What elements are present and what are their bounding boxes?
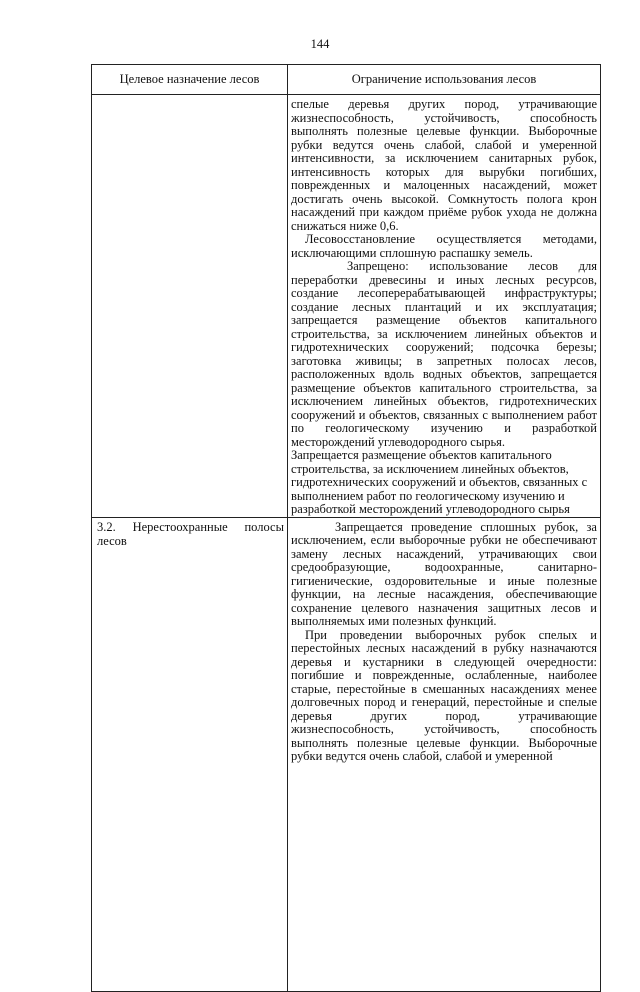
restriction-cell: [288, 95, 601, 518]
paragraph: Запрещается проведение сплошных рубок, за исключением, если выборочные рубки не обеспечивают замену лесных насаждений, утрачивающих свои средообразующие, водоохранные, санитарно-гигиенические, оздоровительные и иные полезные функции, на лесные насаждения, обеспечивающие сохранение целевого назначения защитных лесов и выполняемых ими полезных функций.: [291, 519, 597, 628]
paragraph: спелые деревья других пород, утрачивающие жизнеспособность, устойчивость, способность выполнять полезные целевые функции. Выборочные рубки ведутся очень слабой, слабой и умеренной интенсивности, за исключением санитарных рубок, интенсивность которых для вырубки погибших, поврежденных и малоценных насаждений, может достигать очень высокой. Сомкнутость полога крон насаждений при каждом приёме рубок ухода не должна снижаться ниже 0,6.: [291, 97, 597, 233]
purpose-cell: [92, 517, 288, 991]
table-row: [92, 517, 601, 991]
paragraph: При проведении выборочных рубок спелых и перестойных лесных насаждений в рубку назначаются деревья и кустарники в следующей очередности: погибшие и поврежденные, ослабленные, наиболее старые, перестойные в смешанных насаждениях менее долговечных пород и генераций, перестойные и спелые деревья других пород, утрачивающие жизнеспособность, устойчивость, способность выполнять полезные целевые функции. Выборочные рубки ведутся очень слабой, слабой и умеренной: [291, 627, 597, 763]
purpose-text: 3.2. Нерестоохранные полосы лесов: [97, 519, 284, 548]
table-row: [92, 95, 601, 518]
header-purpose: Целевое назначение лесов: [92, 65, 288, 95]
header-restriction: Ограничение использования лесов: [288, 65, 601, 95]
paragraph: Запрещено: использование лесов для переработки древесины и иных лесных ресурсов, создание лесоперерабатывающей инфраструктуры; создание лесных плантаций и их эксплуатация; запрещается размещение объектов капитального строительства, за исключением линейных объектов и гидротехнических сооружений; подсочка березы; заготовка живицы; в запретных полосах лесов, расположенных вдоль водных объектов, запрещается размещение объектов капитального строительства, за исключением линейных объектов, гидротехнических сооружений и объектов, связанных с выполнением работ по геологическому изучению и разработкой месторождений углеводородного сырья.: [291, 259, 597, 449]
paragraph: Лесовосстановление осуществляется методами, исключающими сплошную распашку земель.: [291, 232, 597, 260]
purpose-cell-empty: [92, 95, 288, 518]
forest-use-table: [91, 64, 601, 992]
paragraph: Запрещается размещение объектов капитального строительства, за исключением линейных объектов, гидротехнических сооружений и объектов, связанных с выполнением работ по геологическому изучению и разработкой месторождений углеводородного сырья: [291, 448, 588, 516]
restriction-cell: [288, 517, 601, 991]
purpose-text: [92, 95, 287, 97]
page-number: 144: [310, 37, 330, 51]
table-header-row: [92, 65, 601, 95]
